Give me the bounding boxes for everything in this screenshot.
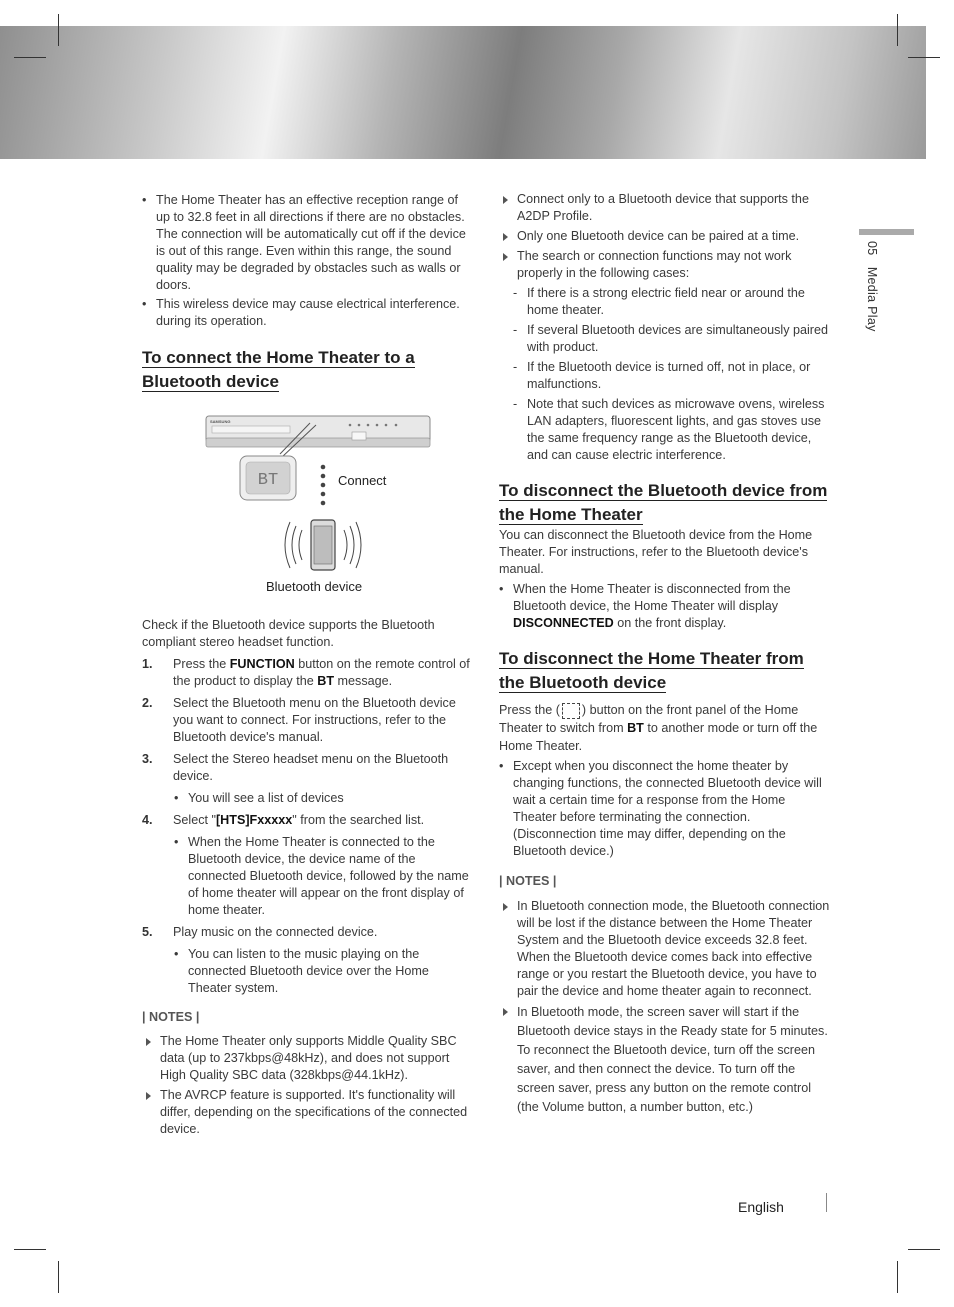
disconnect-ht-bullet: • Except when you disconnect the home theater by changing functions, the connected Bluetooth device will wait a certain time for a response from the Home Theater before terminating the connection. (Disconnection time may differ, depending on the Bluetooth device.) (499, 758, 831, 860)
function-button-icon (562, 703, 580, 719)
connect-label: Connect (338, 473, 387, 488)
crop-mark (58, 1261, 59, 1293)
note-item: The AVRCP feature is supported. It's functionality will differ, depending on the specifications of the connected device. (142, 1087, 474, 1138)
connect-steps (142, 656, 474, 997)
step-item (142, 812, 474, 829)
chapter-title: Media Play (865, 266, 879, 332)
paragraph-text: ) button on the front panel of the Home Theater to switch from (499, 703, 799, 735)
step-number: 3. (142, 752, 153, 766)
bt-display-text: BT (257, 471, 279, 490)
case-list (499, 285, 831, 464)
bold-term: FUNCTION (229, 657, 295, 671)
crop-mark (14, 57, 46, 58)
check-text: Check if the Bluetooth device supports the Bluetooth compliant stereo headset function. (142, 618, 435, 649)
bold-term: BT (317, 674, 335, 688)
crop-mark (897, 1261, 898, 1293)
bullet-text: on the front display. (613, 616, 727, 630)
crop-mark (14, 1249, 46, 1250)
chapter-tab-bar (859, 229, 914, 235)
step-item (142, 751, 474, 785)
notes-label: | NOTES | (142, 1010, 200, 1024)
section-heading-disconnect-device (499, 479, 831, 527)
step-text: Select the Bluetooth menu on the Bluetooth device you want to connect. For instructions, refer to the Bluetooth device's manual. (173, 696, 456, 744)
step-text: Play music on the connected device. (173, 925, 378, 939)
crop-mark (58, 14, 59, 46)
paragraph-text: to another mode or turn off the Home Theater. (499, 721, 818, 753)
notes-list (499, 898, 831, 1117)
heading-text: To disconnect the Bluetooth device from the Home Theater (499, 481, 828, 524)
step-number: 4. (142, 813, 153, 827)
disconnect-device-bullets (499, 581, 831, 632)
left-column (142, 192, 474, 1141)
footer-language: English (738, 1199, 784, 1215)
disconnect-ht-bullets (499, 758, 831, 860)
step-number: 5. (142, 925, 153, 939)
chapter-number: 05 (865, 241, 879, 256)
step-text: Press the (173, 657, 230, 671)
home-theater-unit (206, 416, 430, 447)
case-item: - Note that such devices as microwave ovens, wireless LAN adapters, fluorescent lights, and gas stoves use the same frequency range as the Bluetooth device, and can cause electric interference. (499, 396, 831, 464)
note-item: The Home Theater only supports Middle Quality SBC data (up to 237kbps@48kHz), and does not support High Quality SBC data (328kbps@44.1kHz). (142, 1033, 474, 1084)
note-item: In Bluetooth mode, the screen saver will start if the Bluetooth device stays in the Ready state for 5 minutes. To reconnect the Bluetooth device, turn off the screen saver, and then connect the device. To turn off the screen saver, press any button on the remote control (the Volume button, a number button, etc.) (499, 1003, 831, 1117)
intro-bullet-list (142, 192, 474, 330)
paragraph-text: Press the ( (499, 703, 560, 717)
disconnect-ht-text (499, 701, 831, 755)
step-number: 1. (142, 657, 153, 671)
bluetooth-device-label: Bluetooth device (265, 579, 363, 594)
step-text: " from the searched list. (292, 813, 425, 827)
intro-bullet: • This wireless device may cause electrical interference. during its operation. (142, 296, 474, 330)
chapter-label (865, 241, 879, 332)
header-banner (0, 26, 926, 159)
step-item (142, 924, 474, 941)
requirement-list (499, 191, 831, 282)
bold-term: BT (627, 721, 644, 735)
step-sub-bullet: • When the Home Theater is connected to the Bluetooth device, the device name of the connected Bluetooth device, followed by the name of home theater will appear on the front display of home theater. (142, 834, 474, 919)
notes-label: | NOTES | (499, 874, 557, 888)
brand-logo: SAMSUNG (210, 419, 231, 424)
step-text: Select " (173, 813, 216, 827)
notes-list (142, 1033, 474, 1138)
requirement-item: The search or connection functions may not work properly in the following cases: (499, 248, 831, 282)
bold-term: DISCONNECTED (513, 616, 614, 630)
chapter-tab (859, 229, 914, 332)
step-text: message. (334, 674, 393, 688)
step-sub-bullet: • You will see a list of devices (142, 790, 474, 807)
crop-mark (908, 1249, 940, 1250)
note-item: In Bluetooth connection mode, the Bluetooth connection will be lost if the distance between the Home Theater System and the Bluetooth device exceeds 32.8 feet. When the Bluetooth device comes back into effective range or you restart the Bluetooth device, you have to pair the device and home theater again to reconnect. (499, 898, 831, 1000)
disconnect-device-text: You can disconnect the Bluetooth device from the Home Theater. For instructions, refer to the Bluetooth device's manual. (499, 528, 813, 576)
case-item: - If there is a strong electric field near or around the home theater. (499, 285, 831, 319)
step-text: Select the Stereo headset menu on the Bluetooth device. (173, 752, 449, 783)
crop-mark (897, 14, 898, 46)
intro-bullet: • The Home Theater has an effective reception range of up to 32.8 feet in all directions if there are no obstacles. The connection will be automatically cut off if the device is out of this range. Even within this range, the sound quality may be degraded by obstacles such as walls or doors. (142, 192, 474, 294)
requirement-item: Connect only to a Bluetooth device that supports the A2DP Profile. (499, 191, 831, 225)
step-text: button on the remote control of the product to display the (173, 657, 470, 688)
step-number: 2. (142, 696, 153, 710)
right-column (499, 191, 831, 1120)
bullet-text: When the Home Theater is disconnected from the Bluetooth device, the Home Theater will display (513, 582, 791, 613)
requirement-item: Only one Bluetooth device can be paired at a time. (499, 228, 831, 245)
case-item: - If the Bluetooth device is turned off, not in place, or malfunctions. (499, 359, 831, 393)
footer-divider (826, 1193, 827, 1212)
heading-text: To disconnect the Home Theater from the Bluetooth device (499, 649, 804, 692)
disconnect-device-bullet (499, 581, 831, 632)
step-item (142, 656, 474, 690)
bluetooth-phone (311, 520, 335, 570)
section-heading-disconnect-ht (499, 647, 831, 695)
case-item: - If several Bluetooth devices are simultaneously paired with product. (499, 322, 831, 356)
heading-text: To connect the Home Theater to a Bluetooth device (142, 348, 415, 391)
bold-term: [HTS]Fxxxxx (215, 813, 293, 827)
connection-dots (321, 465, 326, 506)
connection-diagram (142, 406, 474, 611)
step-sub-bullet: • You can listen to the music playing on the connected Bluetooth device over the Home Theater system. (142, 946, 474, 997)
step-item (142, 695, 474, 746)
section-heading-connect (142, 346, 474, 394)
crop-mark (908, 57, 940, 58)
connection-diagram-svg (142, 406, 474, 611)
